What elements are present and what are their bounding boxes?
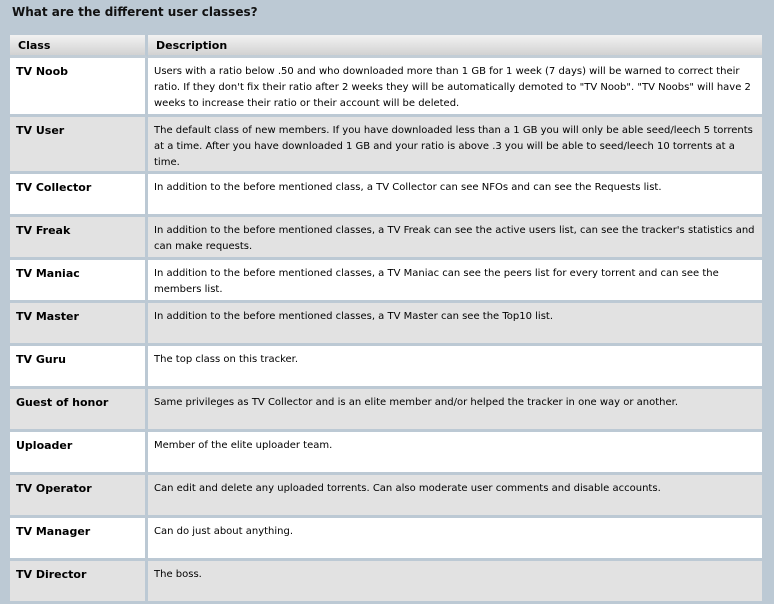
table-row <box>10 389 762 432</box>
table-row <box>10 303 762 346</box>
class-description: The boss. <box>148 561 762 604</box>
class-name: TV Freak <box>10 217 148 260</box>
class-name: TV Operator <box>10 475 148 518</box>
column-header-description: Description <box>148 35 762 58</box>
class-name: TV Manager <box>10 518 148 561</box>
class-description: In addition to the before mentioned classes, a TV Freak can see the active users list, can see the tracker's statistics and can make requests. <box>148 217 762 260</box>
class-description: In addition to the before mentioned classes, a TV Maniac can see the peers list for every torrent and can see the members list. <box>148 260 762 303</box>
page-title: What are the different user classes? <box>12 5 258 19</box>
user-classes-table <box>10 35 762 604</box>
table-row <box>10 260 762 303</box>
table-row <box>10 432 762 475</box>
class-name: TV Guru <box>10 346 148 389</box>
table-row <box>10 346 762 389</box>
class-name: TV Master <box>10 303 148 346</box>
class-name: Guest of honor <box>10 389 148 432</box>
class-description: Can do just about anything. <box>148 518 762 561</box>
table-row <box>10 518 762 561</box>
class-description: Same privileges as TV Collector and is an elite member and/or helped the tracker in one way or another. <box>148 389 762 432</box>
class-name: TV Maniac <box>10 260 148 303</box>
class-name: TV Noob <box>10 58 148 117</box>
class-name: TV Collector <box>10 174 148 217</box>
class-description: The top class on this tracker. <box>148 346 762 389</box>
table-row <box>10 475 762 518</box>
class-description: Users with a ratio below .50 and who downloaded more than 1 GB for 1 week (7 days) will be warned to correct their ratio. If they don't fix their ratio after 2 weeks they will be automatically demoted to "TV Noob". "TV Noobs" will have 2 weeks to increase their ratio or their account will be deleted. <box>148 58 762 117</box>
class-description: The default class of new members. If you have downloaded less than a 1 GB you will only be able seed/leech 5 torrents at a time. After you have downloaded 1 GB and your ratio is above .3 you will be able to seed/leech 10 torrents at a time. <box>148 117 762 174</box>
table-header-row <box>10 35 762 58</box>
table-row <box>10 174 762 217</box>
table-row <box>10 58 762 117</box>
class-description: Can edit and delete any uploaded torrents. Can also moderate user comments and disable accounts. <box>148 475 762 518</box>
class-description: Member of the elite uploader team. <box>148 432 762 475</box>
column-header-class: Class <box>10 35 148 58</box>
table-row <box>10 217 762 260</box>
class-name: TV Director <box>10 561 148 604</box>
class-name: Uploader <box>10 432 148 475</box>
table-row <box>10 561 762 604</box>
class-description: In addition to the before mentioned classes, a TV Master can see the Top10 list. <box>148 303 762 346</box>
table-row <box>10 117 762 174</box>
class-description: In addition to the before mentioned class, a TV Collector can see NFOs and can see the Requests list. <box>148 174 762 217</box>
class-name: TV User <box>10 117 148 174</box>
